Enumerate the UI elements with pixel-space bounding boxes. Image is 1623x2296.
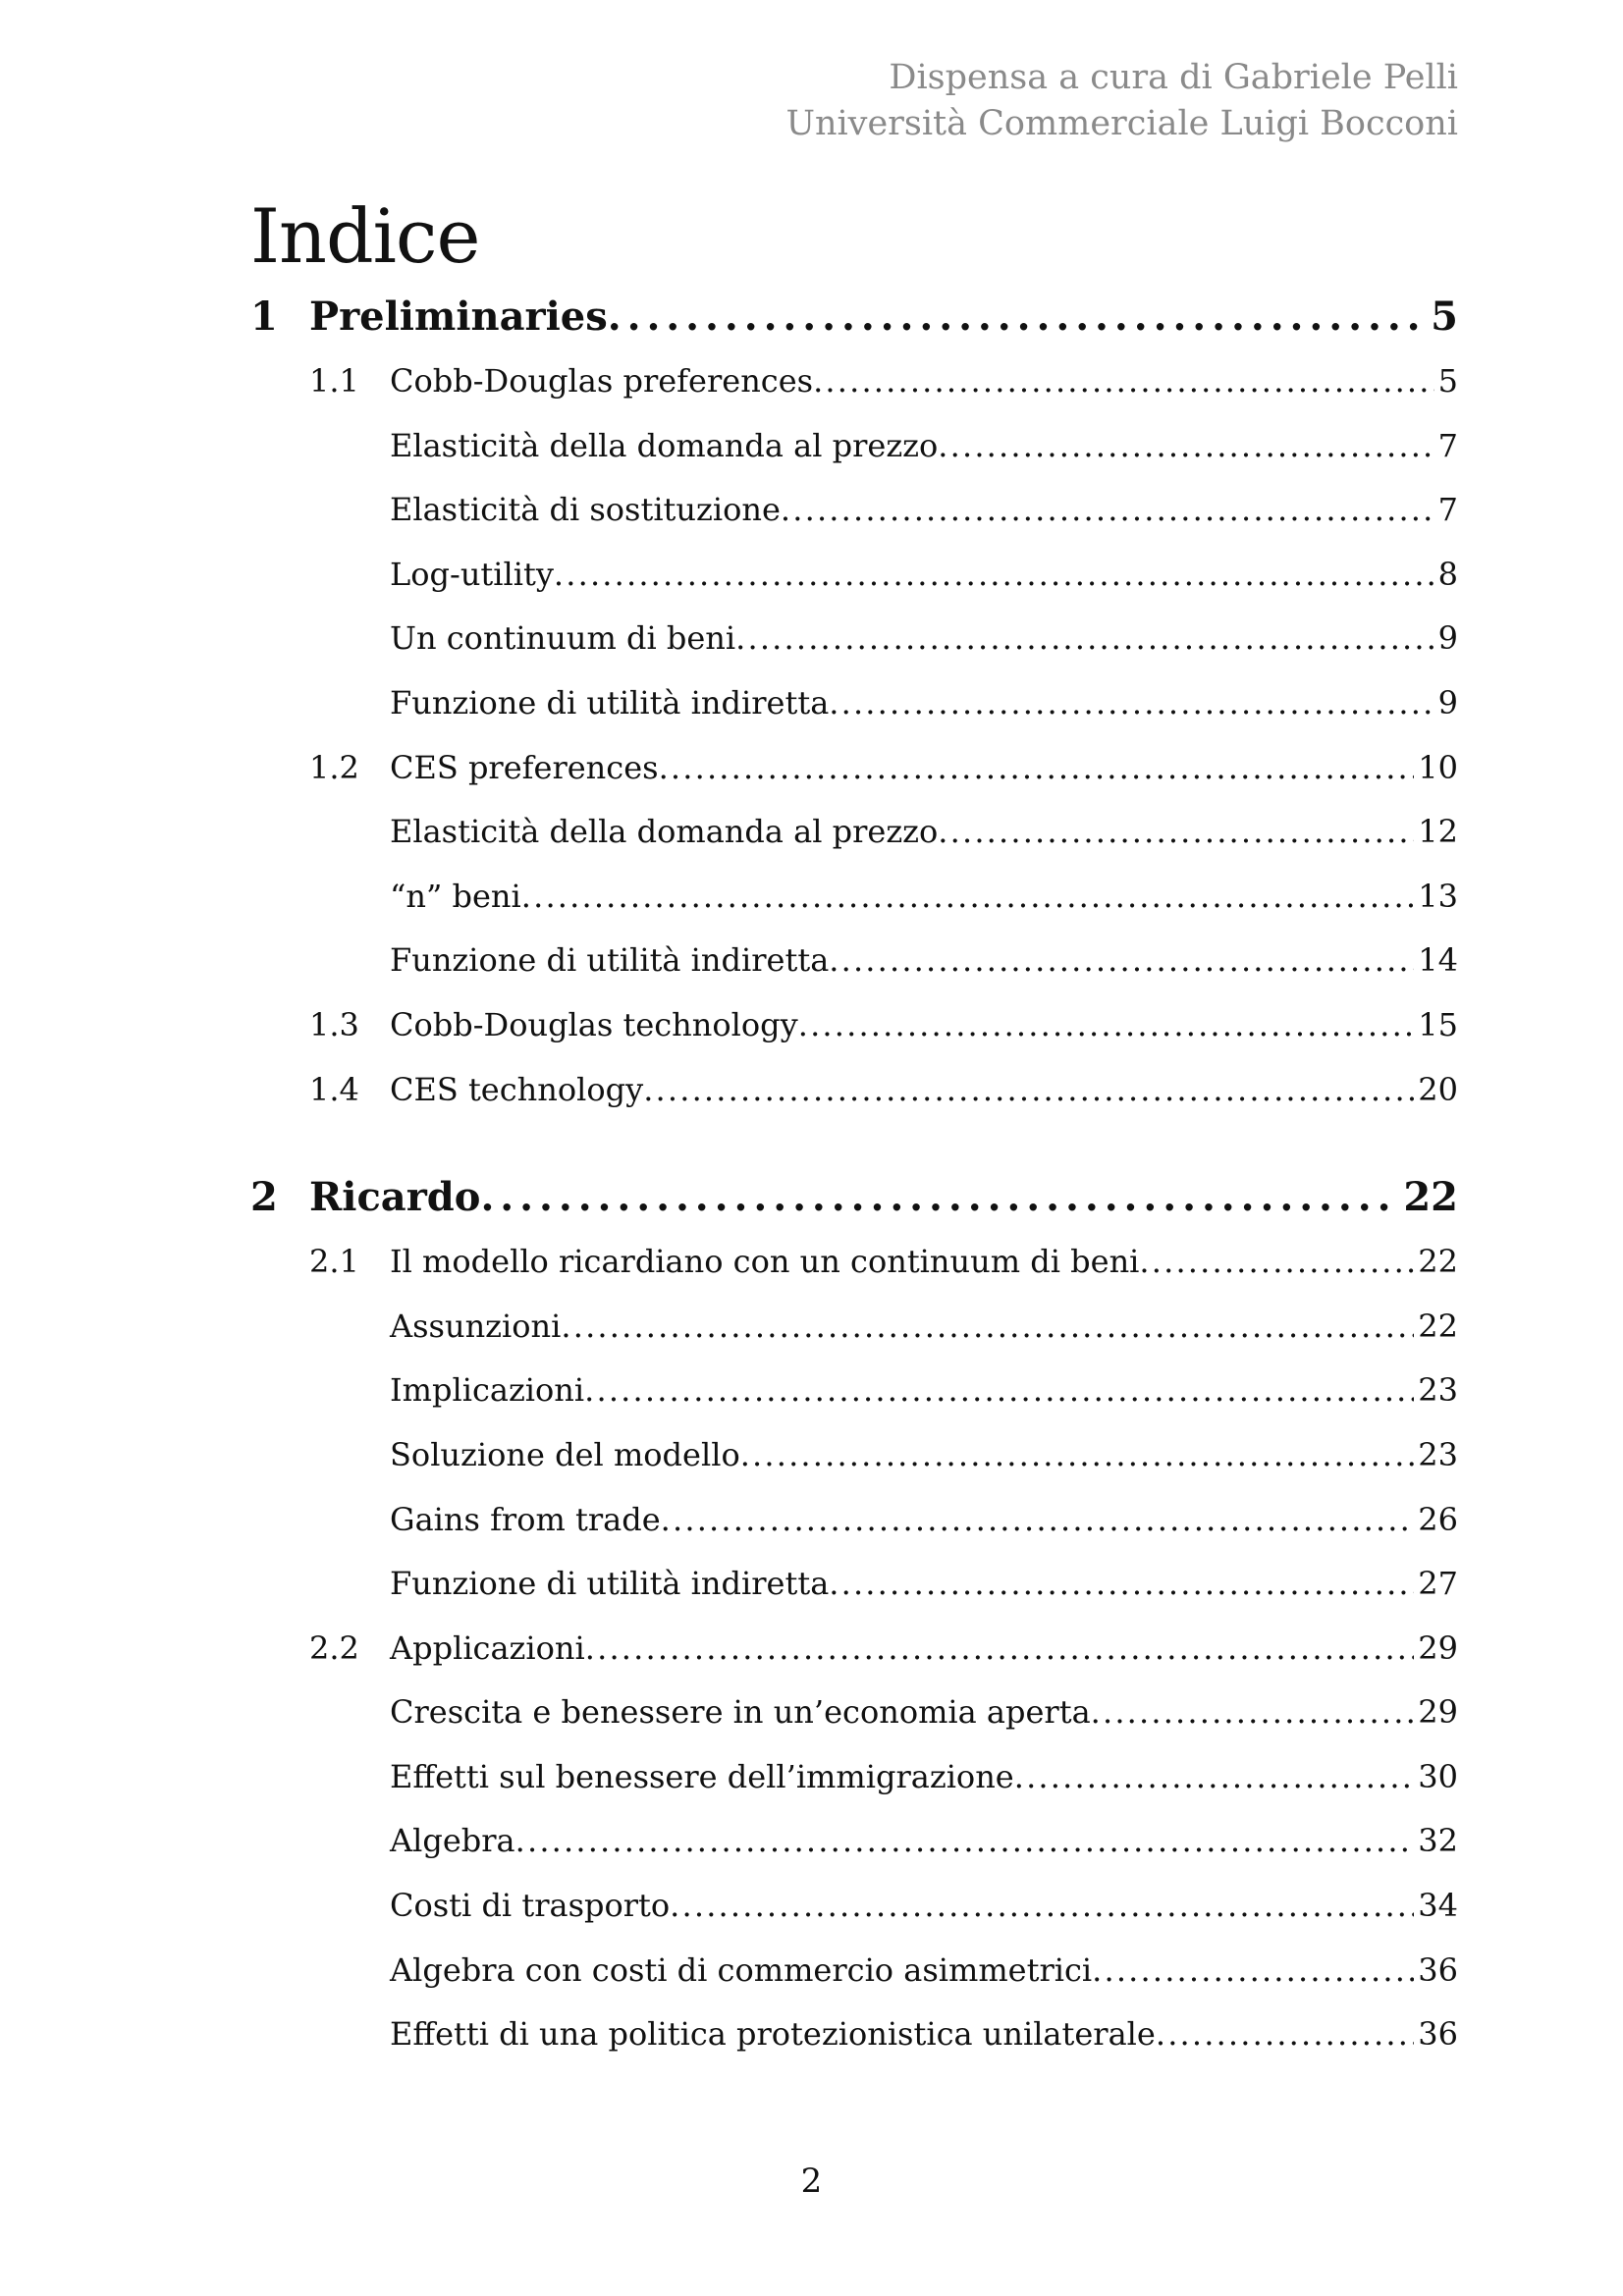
dot-leader (1091, 1681, 1415, 1745)
dot-leader (608, 285, 1427, 349)
entry-title: Gains from trade (390, 1500, 661, 1538)
dot-leader (515, 1809, 1415, 1874)
dot-leader (661, 1488, 1415, 1553)
header-line-author: Dispensa a cura di Gabriele Pelli (889, 58, 1458, 97)
entry-page: 36 (1418, 1950, 1458, 1989)
entry-title: Elasticità di sostituzione (390, 491, 781, 529)
chapter-number: 1 (250, 294, 278, 340)
dot-leader (643, 1058, 1414, 1123)
entry-page: 22 (1418, 1307, 1458, 1345)
entry-page: 12 (1418, 813, 1458, 851)
toc-entry[interactable] (250, 414, 1458, 479)
toc-entry[interactable] (250, 993, 1458, 1058)
toc-entry[interactable] (250, 1939, 1458, 2003)
entry-page: 20 (1418, 1070, 1458, 1108)
toc-entry[interactable] (250, 800, 1458, 865)
toc-entry[interactable] (250, 543, 1458, 608)
toc-entry[interactable] (250, 1488, 1458, 1553)
chapter-title: Ricardo (309, 1174, 481, 1221)
entry-title: Elasticità della domanda al prezzo (390, 813, 939, 851)
dot-leader (584, 1359, 1414, 1423)
dot-leader (659, 736, 1415, 801)
entry-title: Applicazioni (390, 1629, 585, 1667)
dot-leader (1014, 1745, 1415, 1810)
toc-entry[interactable] (250, 1617, 1458, 1682)
toc-entry[interactable] (250, 607, 1458, 671)
toc-entry[interactable] (250, 865, 1458, 930)
dot-leader (798, 993, 1415, 1058)
toc-entry[interactable] (250, 1295, 1458, 1360)
dot-leader (554, 543, 1434, 608)
chapter-title: Preliminaries (309, 294, 608, 340)
entry-title: Cobb-Douglas preferences (390, 362, 814, 400)
toc-entry[interactable] (250, 1423, 1458, 1488)
entry-page: 9 (1437, 619, 1458, 658)
entry-page: 32 (1418, 1822, 1458, 1860)
toc-entry[interactable] (250, 1230, 1458, 1295)
toc-entry[interactable] (250, 1874, 1458, 1939)
entry-title: CES preferences (390, 748, 659, 786)
page-number: 2 (800, 2162, 823, 2201)
dot-leader (480, 1165, 1399, 1230)
table-of-contents (250, 285, 1458, 2067)
header-line-university: Università Commerciale Luigi Bocconi (785, 104, 1458, 143)
dot-leader (521, 865, 1415, 930)
entry-page: 29 (1418, 1629, 1458, 1667)
chapter-number: 2 (250, 1174, 278, 1221)
toc-entry[interactable] (250, 671, 1458, 736)
entry-title: Effetti di una politica protezionistica unilaterale (390, 2015, 1156, 2054)
entry-title: CES technology (390, 1070, 644, 1108)
dot-leader (1092, 1939, 1414, 2003)
entry-page: 30 (1418, 1757, 1458, 1795)
toc-entry[interactable] (250, 1745, 1458, 1810)
section-number: 2.2 (309, 1629, 359, 1667)
entry-title: Elasticità della domanda al prezzo (390, 426, 939, 464)
dot-leader (1139, 1230, 1414, 1295)
toc-entry[interactable] (250, 1552, 1458, 1617)
entry-title: “n” beni (390, 877, 521, 915)
toc-entry[interactable] (250, 1681, 1458, 1745)
entry-page: 26 (1418, 1500, 1458, 1538)
entry-title: Il modello ricardiano con un continuum di beni (390, 1243, 1140, 1281)
entry-page: 27 (1418, 1565, 1458, 1603)
entry-title: Implicazioni (390, 1371, 585, 1410)
entry-page: 22 (1418, 1243, 1458, 1281)
chapter-page: 5 (1431, 294, 1458, 340)
section-number: 1.4 (309, 1070, 359, 1108)
dot-leader (829, 671, 1434, 736)
chapter-page: 22 (1403, 1174, 1458, 1221)
entry-title: Log-utility (390, 555, 554, 593)
dot-leader (670, 1874, 1414, 1939)
page-title: Indice (250, 192, 480, 280)
dot-leader (585, 1617, 1415, 1682)
entry-page: 29 (1418, 1693, 1458, 1732)
entry-title: Cobb-Douglas technology (390, 1005, 798, 1043)
entry-title: Funzione di utilità indiretta (390, 1565, 830, 1603)
entry-title: Costi di trasporto (390, 1887, 671, 1925)
toc-chapter-1[interactable] (250, 285, 1458, 349)
entry-page: 9 (1437, 683, 1458, 721)
entry-page: 8 (1437, 555, 1458, 593)
entry-page: 5 (1437, 362, 1458, 400)
entry-title: Funzione di utilità indiretta (390, 941, 830, 980)
dot-leader (938, 414, 1434, 479)
toc-entry[interactable] (250, 1359, 1458, 1423)
dot-leader (813, 349, 1434, 414)
entry-title: Algebra con costi di commercio asimmetrici (390, 1950, 1093, 1989)
section-number: 1.3 (309, 1005, 359, 1043)
section-number: 2.1 (309, 1243, 359, 1281)
toc-entry[interactable] (250, 2002, 1458, 2067)
entry-page: 14 (1418, 941, 1458, 980)
dot-leader (735, 607, 1434, 671)
entry-title: Un continuum di beni (390, 619, 736, 658)
toc-entry[interactable] (250, 1809, 1458, 1874)
entry-title: Assunzioni (390, 1307, 562, 1345)
dot-leader (740, 1423, 1415, 1488)
entry-page: 10 (1418, 748, 1458, 786)
toc-entry[interactable] (250, 929, 1458, 993)
entry-page: 36 (1418, 2015, 1458, 2054)
section-number: 1.1 (309, 362, 359, 400)
entry-page: 13 (1418, 877, 1458, 915)
dot-leader (829, 929, 1414, 993)
toc-chapter-2[interactable] (250, 1165, 1458, 1230)
dot-leader (938, 800, 1414, 865)
entry-page: 23 (1418, 1435, 1458, 1473)
entry-page: 15 (1418, 1005, 1458, 1043)
entry-title: Funzione di utilità indiretta (390, 683, 830, 721)
entry-title: Algebra (390, 1822, 515, 1860)
dot-leader (829, 1552, 1414, 1617)
toc-entry[interactable] (250, 1058, 1458, 1123)
dot-leader (781, 478, 1434, 543)
entry-title: Effetti sul benessere dell’immigrazione (390, 1757, 1014, 1795)
dot-leader (561, 1295, 1414, 1360)
entry-title: Soluzione del modello (390, 1435, 740, 1473)
entry-page: 23 (1418, 1371, 1458, 1410)
toc-entry[interactable] (250, 478, 1458, 543)
dot-leader (1156, 2002, 1414, 2067)
section-number: 1.2 (309, 748, 359, 786)
entry-title: Crescita e benessere in un’economia aperta (390, 1693, 1091, 1732)
entry-page: 7 (1437, 426, 1458, 464)
entry-page: 34 (1418, 1887, 1458, 1925)
toc-entry[interactable] (250, 736, 1458, 801)
toc-entry[interactable] (250, 349, 1458, 414)
running-header (785, 55, 1458, 147)
entry-page: 7 (1437, 491, 1458, 529)
